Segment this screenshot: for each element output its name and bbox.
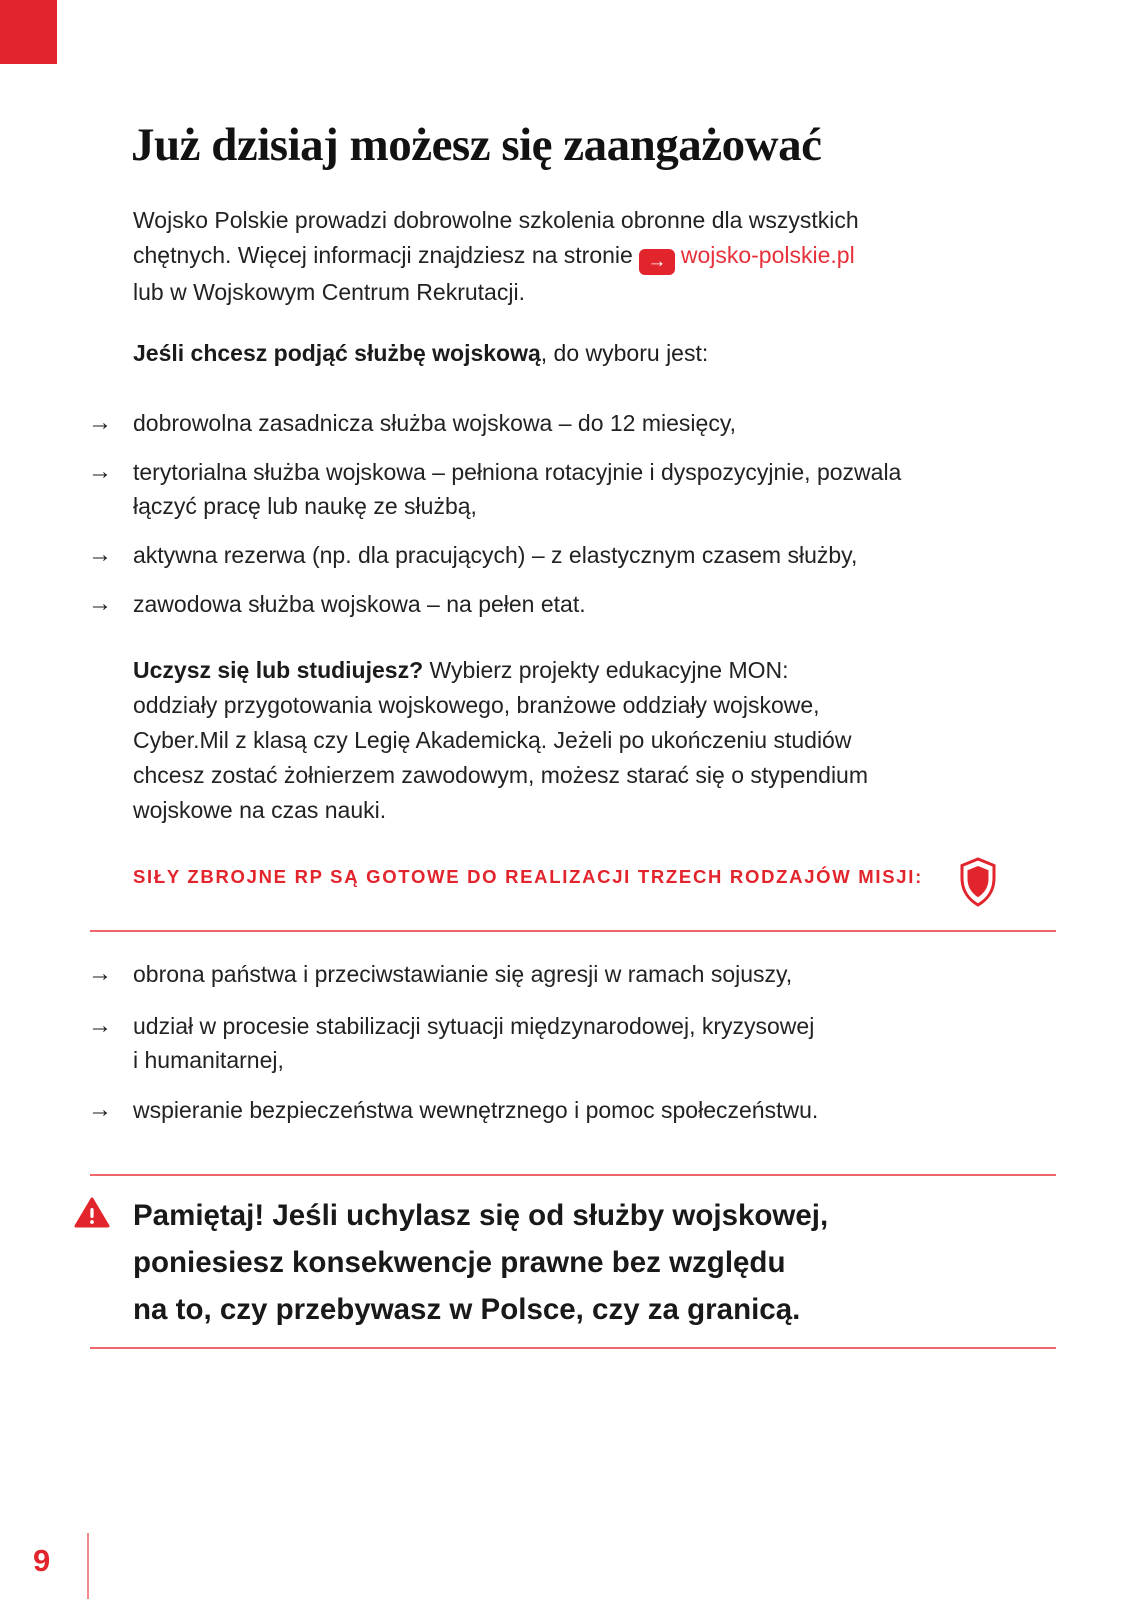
list-item-text: aktywna rezerwa (np. dla pracujących) – z elastycznym czasem służby, [133,542,858,568]
arrow-bullet-icon: → [88,1096,112,1123]
section-divider [90,930,1056,932]
list-item [88,957,1088,991]
page-title: Już dzisiaj możesz się zaangażować [131,119,822,171]
arrow-bullet-icon: → [88,960,112,987]
list-item-text: obrona państwa i przeciwstawianie się agresji w ramach sojuszy, [133,961,793,987]
intro-line-2-text: chętnych. Więcej informacji znajdziesz na stronie [133,242,633,268]
education-line-1-rest: Wybierz projekty edukacyjne MON: [423,657,789,683]
education-line-3: Cyber.Mil z klasą czy Legię Akademicką. Jeżeli po ukończeniu studiów [133,727,852,753]
education-line-4: chcesz zostać żołnierzem zawodowym, możesz starać się o stypendium [133,762,869,788]
education-line-5: wojskowe na czas nauki. [133,797,387,823]
service-leadin-rest: , do wyboru jest: [540,340,709,366]
section-divider [90,1347,1056,1349]
intro-line-1: Wojsko Polskie prowadzi dobrowolne szkolenia obronne dla wszystkich [133,207,859,233]
list-item-text: dobrowolna zasadnicza służba wojskowa – do 12 miesięcy, [133,410,737,436]
list-item [88,1093,1088,1127]
shield-icon [959,857,997,907]
list-item [88,538,1088,572]
education-line-1 [133,653,868,688]
warning-triangle-icon [74,1197,110,1229]
arrow-bullet-icon: → [88,590,112,617]
footer-divider [87,1533,89,1599]
link-arrow-icon[interactable]: → [639,249,675,275]
service-leadin-bold: Jeśli chcesz podjąć służbę wojskową [133,340,541,366]
list-item-text: łączyć pracę lub naukę ze służbą, [133,493,477,519]
education-bold: Uczysz się lub studiujesz? [133,657,424,683]
list-item [88,455,1088,523]
warning-line-1: Pamiętaj! Jeśli uchylasz się od służby wojskowej, [133,1199,829,1232]
list-item-text: i humanitarnej, [133,1047,284,1073]
section-divider [90,1174,1056,1176]
list-item-text: terytorialna służba wojskowa – pełniona rotacyjnie i dyspozycyjnie, pozwala [133,459,902,485]
warning-line-3: na to, czy przebywasz w Polsce, czy za granicą. [133,1293,801,1326]
service-leadin [133,340,708,367]
education-paragraph [133,653,868,828]
wojsko-polskie-link[interactable]: wojsko-polskie.pl [680,242,855,268]
warning-line-2: poniesiesz konsekwencje prawne bez względu [133,1246,786,1279]
page-number: 9 [33,1543,51,1578]
list-item [88,587,1088,621]
corner-red-tab [0,0,57,64]
warning-text [133,1192,828,1333]
list-item [88,406,1088,440]
arrow-bullet-icon: → [88,541,112,568]
list-item-text: zawodowa służba wojskowa – na pełen etat. [133,591,586,617]
education-line-2: oddziały przygotowania wojskowego, branżowe oddziały wojskowe, [133,692,820,718]
list-item-text: udział w procesie stabilizacji sytuacji międzynarodowej, kryzysowej [133,1013,815,1039]
list-item [88,1009,1088,1077]
intro-line-2 [133,238,859,275]
intro-paragraph [133,203,859,310]
missions-heading: SIŁY ZBROJNE RP SĄ GOTOWE DO REALIZACJI TRZECH RODZAJÓW MISJI: [133,866,923,887]
arrow-bullet-icon: → [88,1012,112,1039]
arrow-bullet-icon: → [88,458,112,485]
intro-line-3: lub w Wojskowym Centrum Rekrutacji. [133,279,525,305]
arrow-bullet-icon: → [88,409,112,436]
list-item-text: wspieranie bezpieczeństwa wewnętrznego i pomoc społeczeństwu. [133,1097,819,1123]
